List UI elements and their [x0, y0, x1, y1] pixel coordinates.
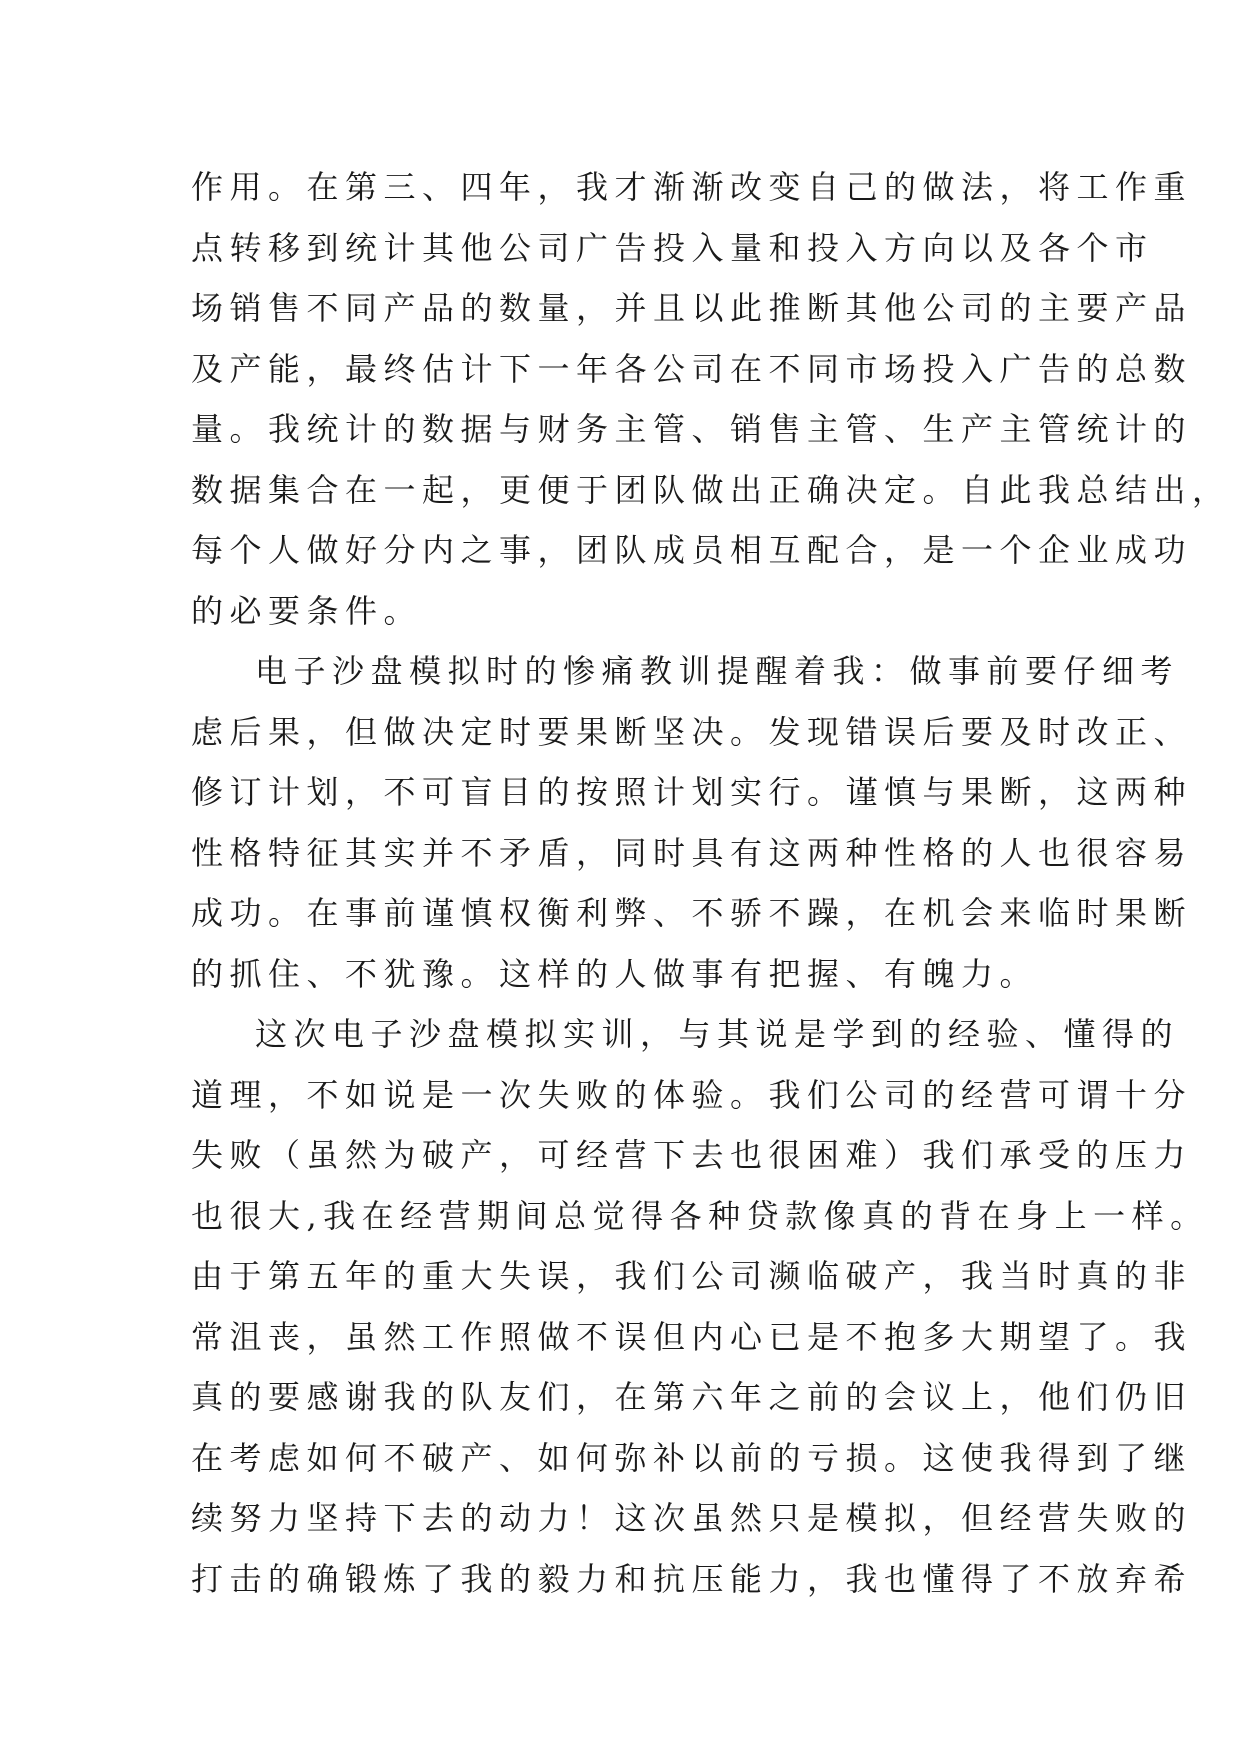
text-line: 也很大,我在经营期间总觉得各种贷款像真的背在身上一样。	[191, 1196, 1209, 1235]
text-line: 数据集合在一起，更便于团队做出正确决定。自此我总结出，	[191, 470, 1231, 509]
text-line: 真的要感谢我的队友们，在第六年之前的会议上，他们仍旧	[191, 1378, 1193, 1416]
text-line: 在考虑如何不破产、如何弥补以前的亏损。这使我得到了继	[191, 1438, 1193, 1477]
text-line: 每个人做好分内之事，团队成员相互配合，是一个企业成功	[191, 531, 1193, 569]
text-line: 及产能，最终估计下一年各公司在不同市场投入广告的总数	[191, 349, 1193, 388]
text-line: 失败（虽然为破产，可经营下去也很困难）我们承受的压力	[191, 1136, 1193, 1174]
text-line: 场销售不同产品的数量，并且以此推断其他公司的主要产品	[191, 289, 1193, 327]
body-text	[191, 157, 1231, 1609]
text-line: 点转移到统计其他公司广告投入量和投入方向以及各个市	[191, 228, 1154, 267]
text-line: 的必要条件。	[191, 591, 423, 630]
text-line: 续努力坚持下去的动力！这次虽然只是模拟，但经营失败的	[191, 1499, 1193, 1537]
text-line: 性格特征其实并不矛盾，同时具有这两种性格的人也很容易	[191, 833, 1193, 872]
text-line: 成功。在事前谨慎权衡利弊、不骄不躁，在机会来临时果断	[191, 894, 1193, 932]
text-line: 虑后果，但做决定时要果断坚决。发现错误后要及时改正、	[191, 712, 1193, 751]
paragraph-start-line: 这次电子沙盘模拟实训，与其说是学到的经验、懂得的	[255, 1015, 1180, 1053]
text-line: 道理，不如说是一次失败的体验。我们公司的经营可谓十分	[191, 1075, 1193, 1114]
text-line: 的抓住、不犹豫。这样的人做事有把握、有魄力。	[191, 954, 1039, 993]
text-line: 量。我统计的数据与财务主管、销售主管、生产主管统计的	[191, 410, 1193, 448]
text-line: 打击的确锻炼了我的毅力和抗压能力，我也懂得了不放弃希	[191, 1559, 1193, 1598]
text-line: 由于第五年的重大失误，我们公司濒临破产，我当时真的非	[191, 1257, 1193, 1295]
text-line: 常沮丧，虽然工作照做不误但内心已是不抱多大期望了。我	[191, 1317, 1193, 1356]
text-line: 修订计划，不可盲目的按照计划实行。谨慎与果断，这两种	[191, 773, 1193, 811]
text-line: 作用。在第三、四年，我才渐渐改变自己的做法，将工作重	[191, 168, 1193, 206]
paragraph-start-line: 电子沙盘模拟时的惨痛教训提醒着我：做事前要仔细考	[255, 652, 1180, 690]
